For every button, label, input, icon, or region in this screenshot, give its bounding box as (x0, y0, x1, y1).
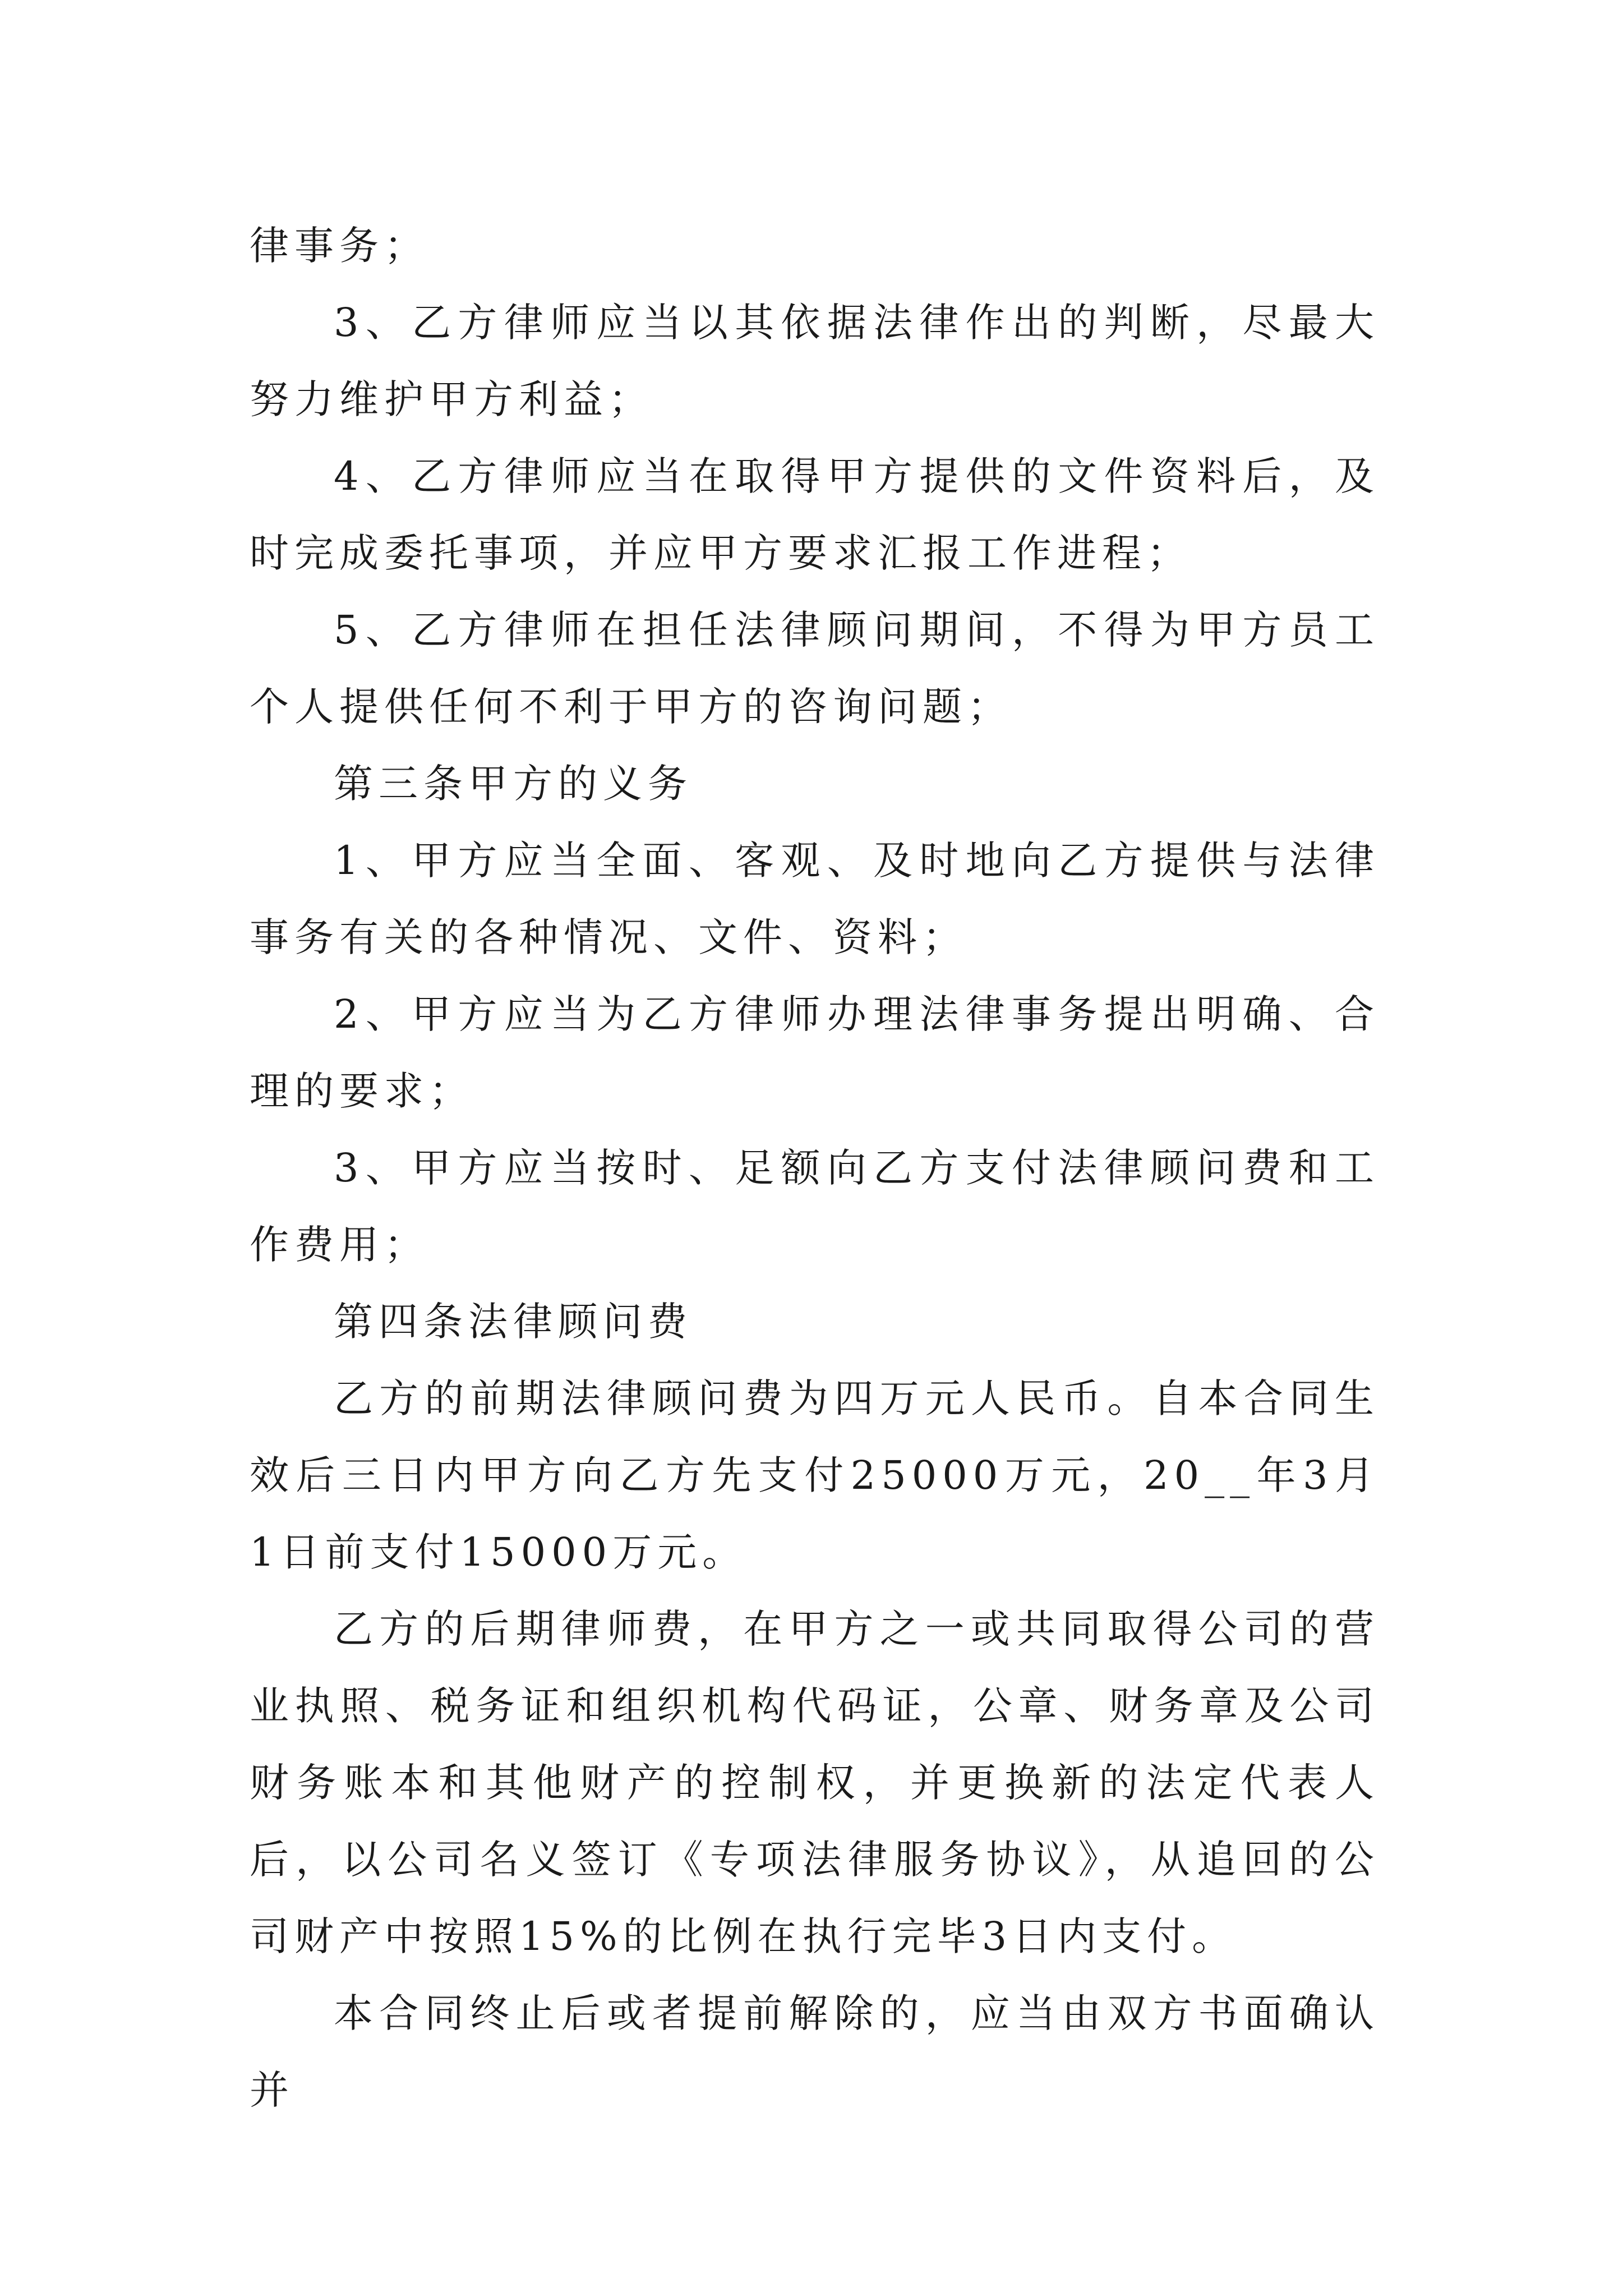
section-heading-article-4: 第四条法律顾问费 (334, 1299, 693, 1345)
paragraph-party-a-duty-2: 2、甲方应当为乙方律师办理法律事务提出明确、合理的要求； (250, 991, 1380, 1114)
paragraph-clause-4: 4、乙方律师应当在取得甲方提供的文件资料后，及时完成委托事项，并应甲方要求汇报工作进程； (250, 453, 1380, 576)
paragraph-termination: 本合同终止后或者提前解除的，应当由双方书面确认并 (250, 1990, 1380, 2113)
document-body (250, 208, 1380, 2129)
paragraph-party-a-duty-3: 3、甲方应当按时、足额向乙方支付法律顾问费和工作费用； (250, 1145, 1380, 1268)
paragraph-continuation: 律事务； (250, 223, 429, 269)
paragraph-clause-3: 3、乙方律师应当以其依据法律作出的判断，尽最大努力维护甲方利益； (250, 300, 1380, 422)
paragraph-party-a-duty-1: 1、甲方应当全面、客观、及时地向乙方提供与法律事务有关的各种情况、文件、资料； (250, 838, 1380, 960)
section-heading-article-3: 第三条甲方的义务 (334, 761, 693, 807)
paragraph-later-fee: 乙方的后期律师费，在甲方之一或共同取得公司的营业执照、税务证和组织机构代码证，公章、财务章及公司财务账本和其他财产的控制权，并更换新的法定代表人后，以公司名义签订《专项法律服务协议》，从追回的公司财产中按照15%的比例在执行完毕3日内支付。 (250, 1606, 1380, 1959)
paragraph-clause-5: 5、乙方律师在担任法律顾问期间，不得为甲方员工个人提供任何不利于甲方的咨询问题； (250, 607, 1380, 730)
paragraph-early-fee: 乙方的前期法律顾问费为四万元人民币。自本合同生效后三日内甲方向乙方先支付25000万元，20__年3月1日前支付15000万元。 (250, 1375, 1380, 1575)
